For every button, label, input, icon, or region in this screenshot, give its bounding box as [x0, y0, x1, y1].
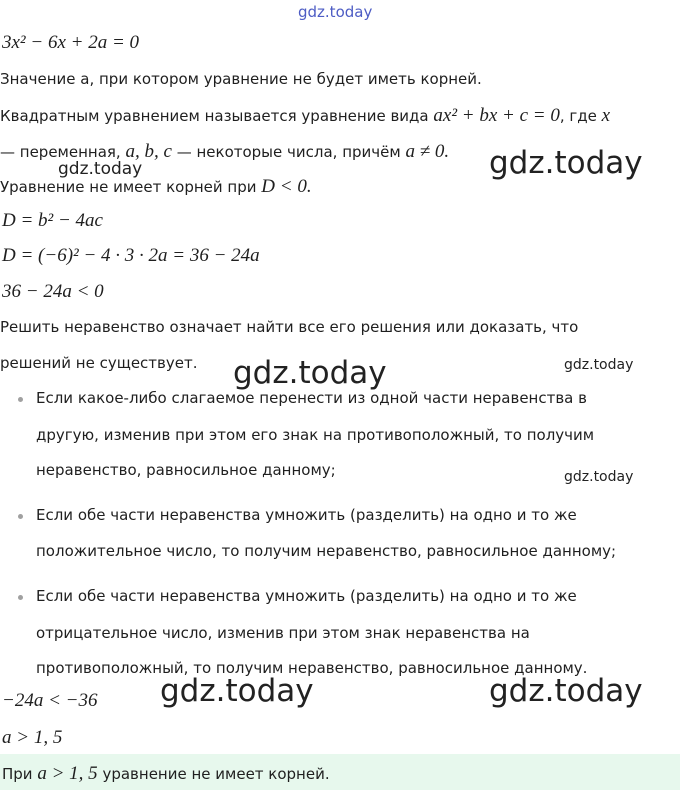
answer-suffix: уравнение не имеет корней. — [102, 765, 330, 783]
definition-text: Квадратным уравнением называется уравнение вида — [0, 107, 429, 125]
answer-math: a > 1, 5 — [37, 763, 98, 784]
answer-box — [0, 754, 680, 790]
solve-definition-line-2: решений не существует. — [0, 354, 198, 372]
bullet-2-line-2: положительное число, то получим неравенство, равносильное данному; — [36, 542, 617, 560]
bullet-2-line-1: Если обе части неравенства умножить (разделить) на одно и то же — [36, 506, 577, 524]
inequality: 36 − 24a < 0 — [2, 281, 104, 302]
watermark: gdz.today — [160, 673, 314, 709]
solution-step-2: a > 1, 5 — [2, 727, 63, 748]
watermark: gdz.today — [564, 357, 634, 373]
bullet-3-line-2: отрицательное число, изменив при этом знак неравенства на — [36, 624, 530, 642]
bullet-marker — [18, 514, 23, 519]
watermark-top: gdz.today — [298, 3, 373, 21]
bullet-3-line-1: Если обе части неравенства умножить (разделить) на одно и то же — [36, 587, 577, 605]
watermark: gdz.today — [58, 159, 143, 179]
watermark: gdz.today — [489, 145, 643, 181]
watermark: gdz.today — [489, 673, 643, 709]
equation: 3x² − 6x + 2a = 0 — [2, 32, 140, 53]
bullet-1-line-2: другую, изменив при этом его знак на противоположный, то получим — [36, 426, 595, 444]
solution-step-1: −24a < −36 — [2, 690, 98, 711]
task-text: Значение a, при котором уравнение не будет иметь корней. — [0, 70, 482, 88]
answer-line — [2, 763, 330, 785]
bullet-1-line-1: Если какое-либо слагаемое перенести из одной части неравенства в — [36, 389, 587, 407]
definition-tail: , где — [559, 107, 597, 125]
definition-line-1 — [0, 105, 610, 127]
variable-x: x — [601, 105, 611, 126]
no-roots-condition — [0, 176, 312, 198]
bullet-3-line-3: противоположный, то получим неравенство, равносильное данному. — [36, 659, 588, 677]
bullet-marker — [18, 595, 23, 600]
definition-part-b: — некоторые числа, причём — [176, 143, 401, 161]
condition: a ≠ 0. — [405, 141, 450, 162]
watermark: gdz.today — [564, 469, 634, 485]
watermark: gdz.today — [233, 355, 387, 391]
coefficients: a, b, c — [125, 141, 172, 162]
bullet-marker — [18, 397, 23, 402]
solve-definition-line-1: Решить неравенство означает найти все его решения или доказать, что — [0, 318, 579, 336]
no-roots-text: Уравнение не имеет корней при — [0, 178, 257, 196]
quadratic-form: ax² + bx + c = 0 — [433, 105, 560, 126]
discriminant-formula: D = b² − 4ac — [2, 210, 103, 231]
bullet-1-line-3: неравенство, равносильное данному; — [36, 461, 336, 479]
discriminant-calculation: D = (−6)² − 4 · 3 · 2a = 36 − 24a — [2, 245, 260, 266]
definition-part-a: — переменная, — [0, 143, 121, 161]
answer-prefix: При — [2, 765, 33, 783]
no-roots-math: D < 0. — [261, 176, 312, 197]
